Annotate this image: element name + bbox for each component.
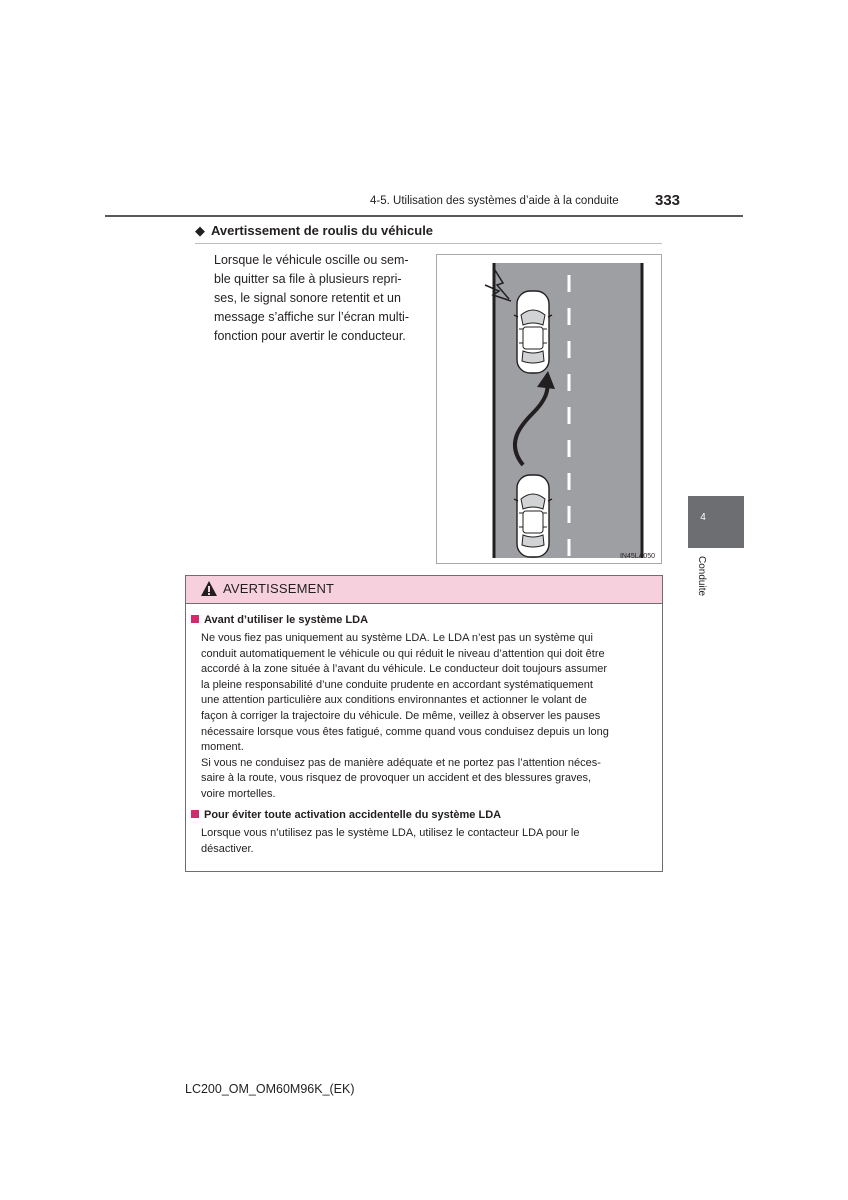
running-header-section: 4-5. Utilisation des systèmes d’aide à la conduite bbox=[370, 195, 619, 207]
warning-line: accordé à la zone située à l’avant du véhicule. Le conducteur doit toujours assumer bbox=[201, 663, 608, 676]
chapter-label: Conduite bbox=[696, 556, 707, 597]
page-number: 333 bbox=[655, 192, 681, 209]
road-illustration bbox=[437, 255, 661, 563]
warning-line: Ne vous fiez pas uniquement au système LDA. Le LDA n’est pas un système qui bbox=[201, 632, 593, 644]
warning-line: moment. bbox=[201, 741, 244, 754]
warning-box bbox=[185, 575, 663, 872]
warning-line: une attention particulière aux conditions environnantes et actionner le volant de bbox=[201, 694, 587, 707]
warning-item-body bbox=[201, 826, 653, 857]
warning-item-title-text: Avant d’utiliser le système LDA bbox=[204, 614, 369, 626]
figure-code: IN45LA050 bbox=[619, 553, 655, 560]
chapter-number: 4 bbox=[700, 512, 706, 523]
section-body bbox=[214, 251, 429, 346]
warning-item-title bbox=[191, 809, 501, 821]
warning-title: AVERTISSEMENT bbox=[223, 581, 335, 596]
body-line: ble quitter sa file à plusieurs repri- bbox=[214, 272, 402, 286]
diamond-icon: ◆ bbox=[195, 223, 205, 238]
body-line: ses, le signal sonore retentit et un bbox=[214, 291, 401, 305]
section-rule bbox=[195, 243, 662, 244]
header-rule bbox=[105, 215, 743, 217]
warning-triangle-icon bbox=[200, 580, 218, 597]
section-title-text: Avertissement de roulis du véhicule bbox=[211, 223, 434, 238]
warning-item-title-text: Pour éviter toute activation accidentelle du système LDA bbox=[204, 809, 502, 821]
warning-line: nécessaire lorsque vous êtes fatigué, comme quand vous conduisez depuis un long bbox=[201, 725, 609, 738]
warning-line: voire mortelles. bbox=[201, 787, 276, 800]
bullet-square-icon bbox=[191, 810, 199, 818]
warning-line: désactiver. bbox=[201, 842, 254, 855]
warning-line: conduit automatiquement le véhicule ou qui réduit le niveau d’attention qui doit être bbox=[201, 647, 605, 660]
chapter-tab bbox=[688, 496, 744, 548]
warning-line: saire à la route, vous risquez de provoquer un accident et des blessures graves, bbox=[201, 772, 592, 785]
warning-item-body bbox=[201, 631, 653, 803]
lane-sway-illustration bbox=[436, 254, 662, 564]
car-lower-icon bbox=[514, 475, 552, 557]
body-line: message s’affiche sur l’écran multi- bbox=[214, 310, 409, 324]
body-line: fonction pour avertir le conducteur. bbox=[214, 329, 406, 343]
warning-line: la pleine responsabilité d’une conduite prudente en accordant systématiquement bbox=[201, 678, 593, 691]
body-line: Lorsque le véhicule oscille ou sem- bbox=[214, 253, 409, 267]
footer-doc-code: LC200_OM_OM60M96K_(EK) bbox=[185, 1082, 355, 1096]
section-title bbox=[195, 223, 433, 239]
warning-header bbox=[186, 576, 662, 604]
warning-item-title bbox=[191, 614, 368, 626]
warning-line: Lorsque vous n’utilisez pas le système LDA, utilisez le contacteur LDA pour le bbox=[201, 827, 580, 839]
car-upper-icon bbox=[514, 291, 552, 373]
bullet-square-icon bbox=[191, 615, 199, 623]
warning-line: Si vous ne conduisez pas de manière adéquate et ne portez pas l’attention néces- bbox=[201, 756, 601, 769]
warning-line: façon à corriger la trajectoire du véhicule. De même, veillez à observer les pauses bbox=[201, 709, 601, 722]
